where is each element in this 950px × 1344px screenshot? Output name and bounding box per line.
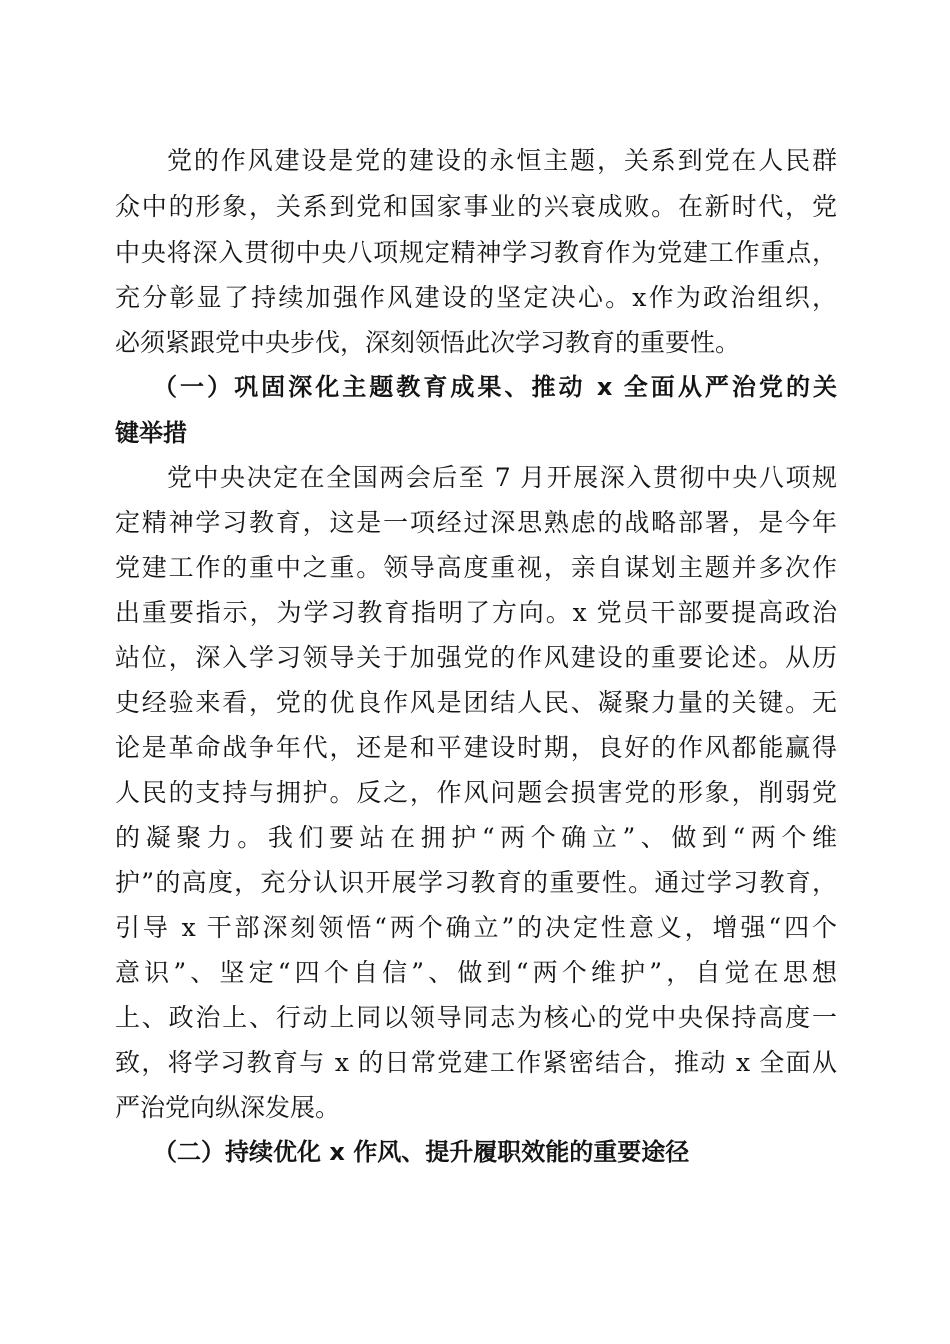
section2-heading: （二）持续优化 x 作风、提升履职效能的重要途径 — [153, 1138, 690, 1166]
intro-line-4: 充分彰显了持续加强作风建设的坚定决心。x作为政治组织， — [115, 283, 837, 312]
intro-line-3: 中央将深入贯彻中央八项规定精神学习教育作为党建工作重点， — [115, 238, 837, 267]
intro-line-5: 必须紧跟党中央步伐，深刻领悟此次学习教育的重要性。 — [115, 328, 741, 357]
section1-body-line-11: 引导 x 干部深刻领悟“两个确立”的决定性意义，增强“四个 — [115, 913, 837, 942]
section1-heading-line-2: 键举措 — [115, 419, 187, 447]
section1-body-line-3: 党建工作的重中之重。领导高度重视，亲自谋划主题并多次作 — [115, 553, 837, 582]
intro-line-2: 众中的形象，关系到党和国家事业的兴衰成败。在新时代，党 — [115, 192, 837, 221]
section1-body-line-9: 的凝聚力。我们要站在拥护“两个确立”、做到“两个维 — [115, 823, 837, 852]
section1-body-line-10: 护”的高度，充分认识开展学习教育的重要性。通过学习教育， — [115, 868, 837, 897]
section1-body-line-6: 史经验来看，党的优良作风是团结人民、凝聚力量的关键。无 — [115, 688, 837, 717]
section1-body-line-8: 人民的支持与拥护。反之，作风问题会损害党的形象，削弱党 — [115, 778, 837, 807]
section1-body-line-15: 严治党向纵深发展。 — [115, 1093, 341, 1122]
section1-body-line-4: 出重要指示，为学习教育指明了方向。x 党员干部要提高政治 — [115, 598, 837, 627]
section1-body-line-7: 论是革命战争年代，还是和平建设时期，良好的作风都能赢得 — [115, 733, 837, 762]
section1-body-line-2: 定精神学习教育，这是一项经过深思熟虑的战略部署，是今年 — [115, 508, 837, 537]
section1-body-line-1: 党中央决定在全国两会后至 7 月开展深入贯彻中央八项规 — [167, 463, 837, 492]
section1-body-line-5: 站位，深入学习领导关于加强党的作风建设的重要论述。从历 — [115, 643, 837, 672]
section1-body-line-13: 上、政治上、行动上同以领导同志为核心的党中央保持高度一 — [115, 1003, 837, 1032]
section1-body-line-14: 致，将学习教育与 x 的日常党建工作紧密结合，推动 x 全面从 — [115, 1048, 837, 1077]
section1-heading-line-1: （一）巩固深化主题教育成果、推动 x 全面从严治党的关 — [153, 373, 837, 401]
section1-body-line-12: 意识”、坚定“四个自信”、做到“两个维护”，自觉在思想 — [115, 958, 837, 987]
intro-line-1: 党的作风建设是党的建设的永恒主题，关系到党在人民群 — [167, 146, 837, 175]
